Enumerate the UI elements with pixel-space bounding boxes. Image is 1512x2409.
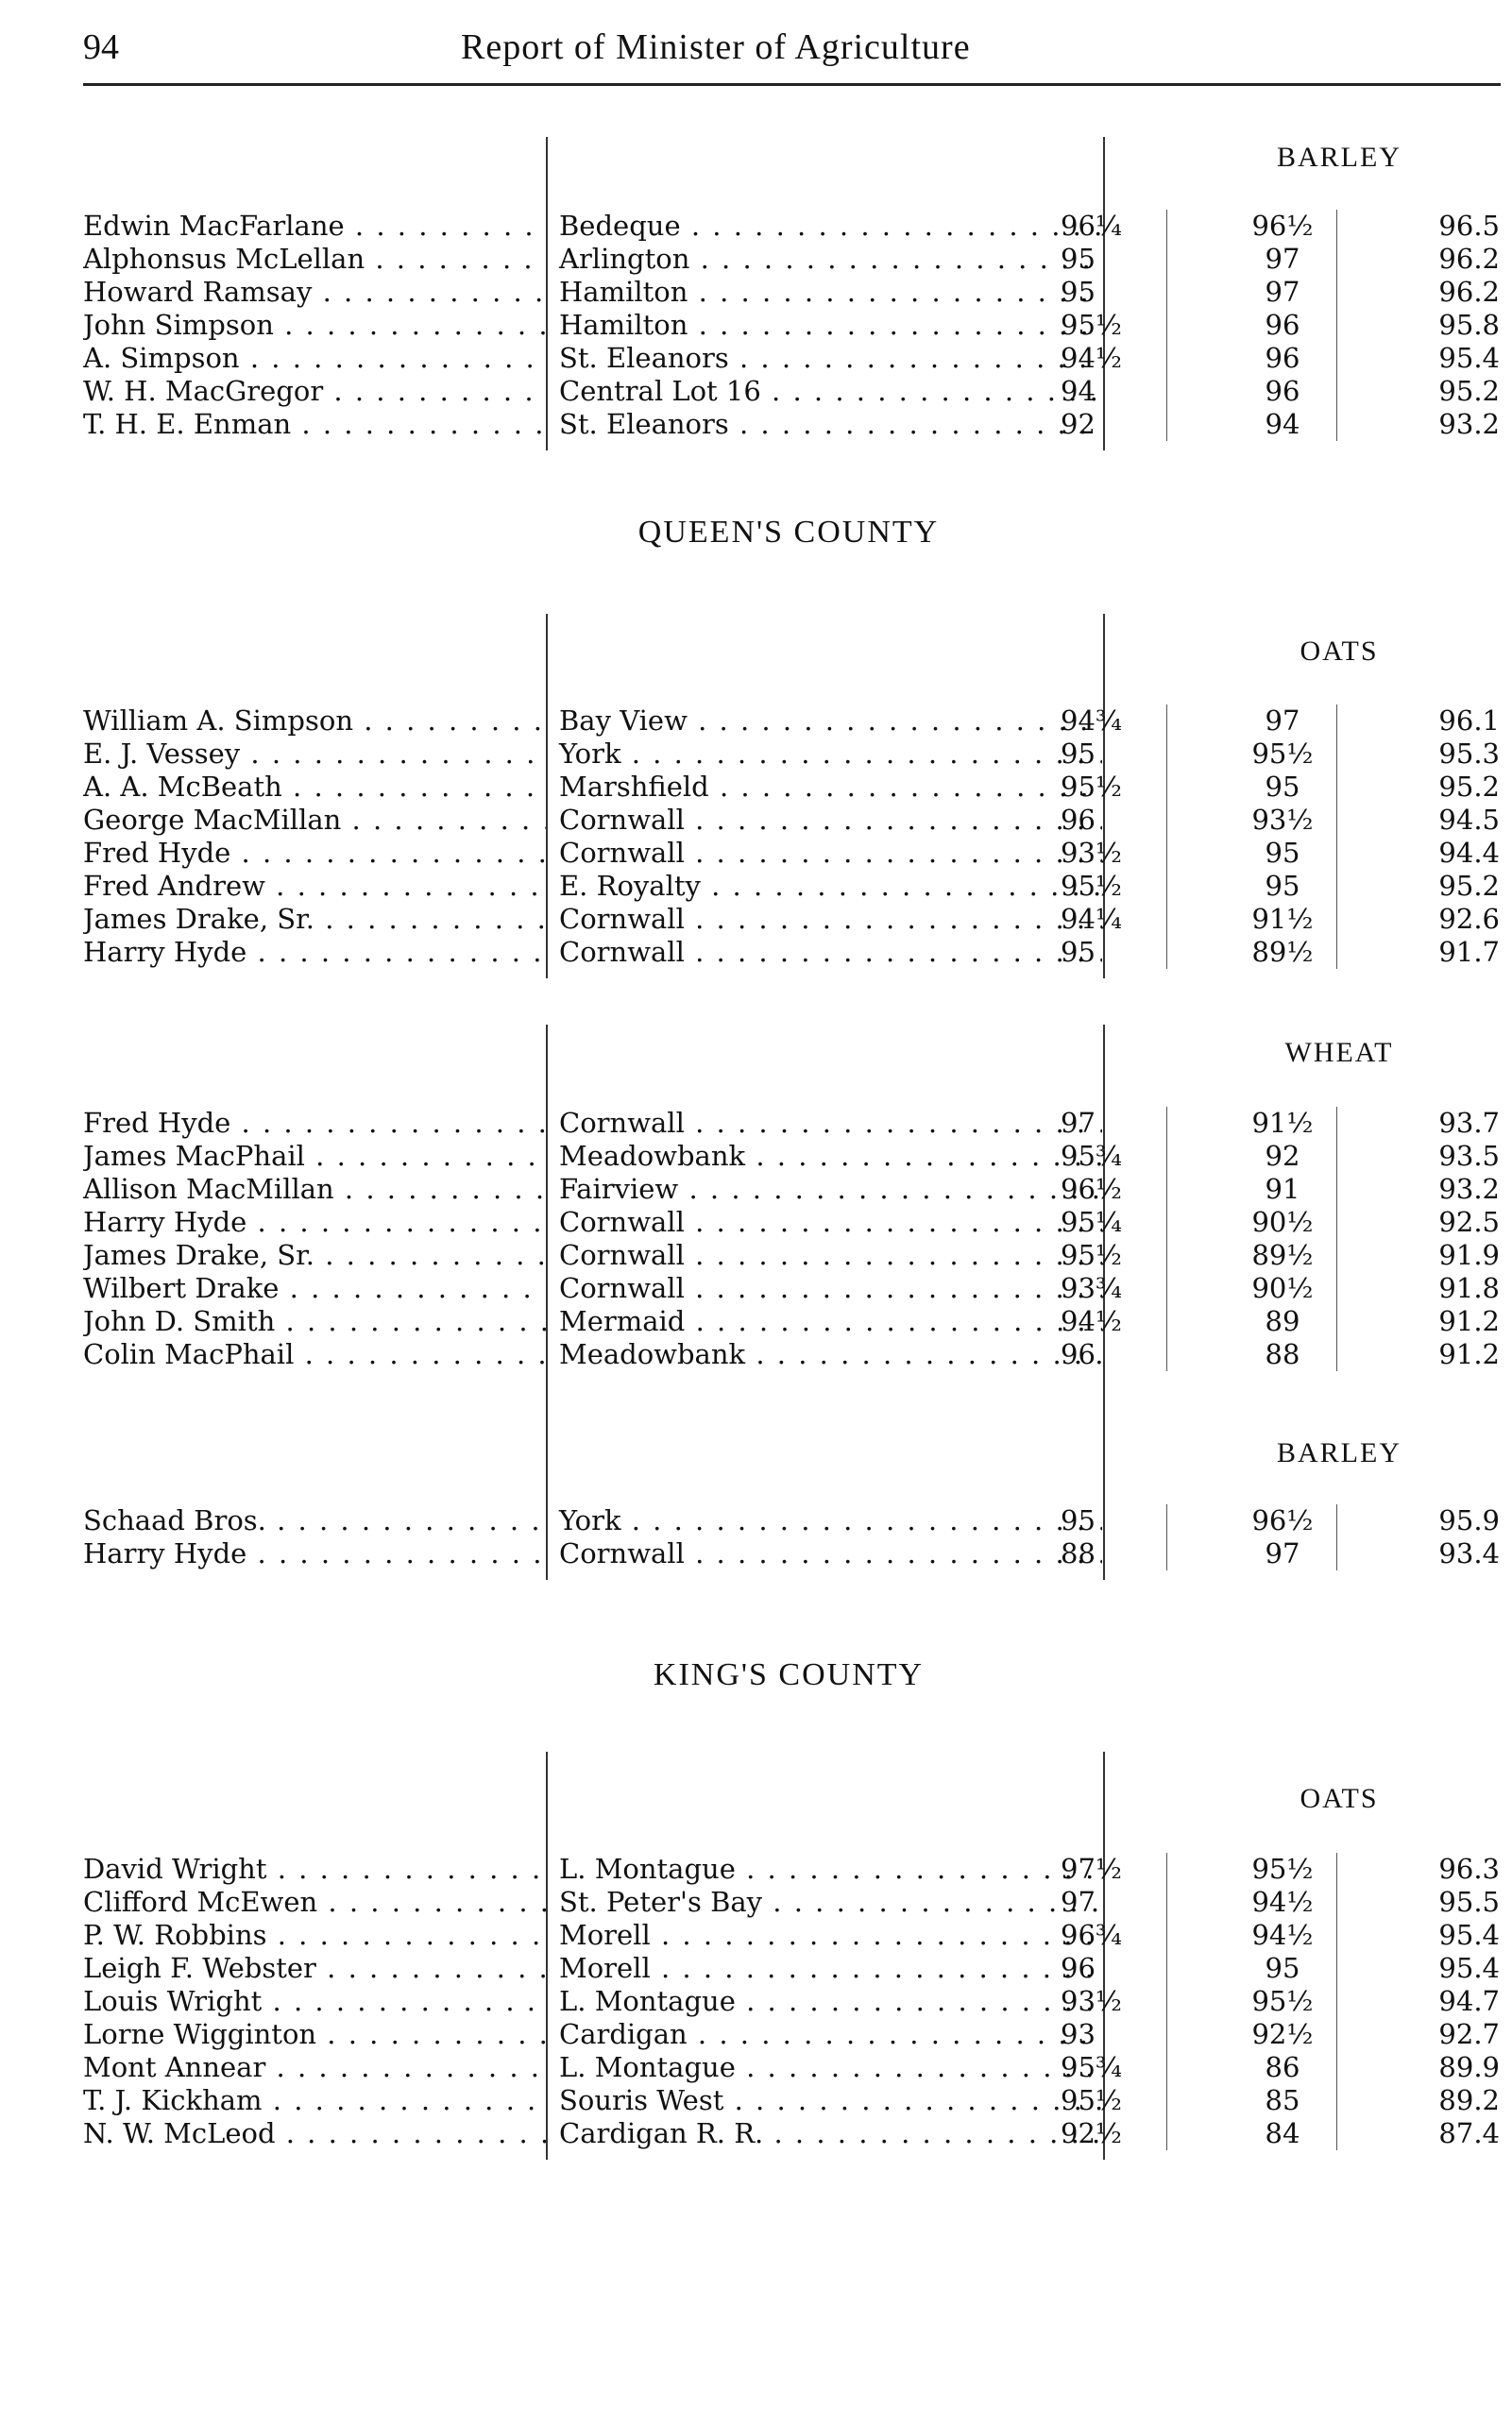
score-average: 96.2 — [1438, 276, 1500, 308]
grower-name — [83, 1853, 546, 1886]
locality-text: Cornwall — [559, 1272, 685, 1304]
score-1: 95¾ — [1061, 1140, 1123, 1172]
locality — [555, 704, 1102, 738]
grower-name-text: E. J. Vessey — [83, 738, 241, 770]
table-row — [83, 1206, 1509, 1239]
score-2: 89½ — [1251, 1239, 1314, 1271]
score-1: 95½ — [1061, 1239, 1123, 1271]
table-row — [83, 1305, 1509, 1338]
grower-name — [83, 738, 546, 771]
locality-text: L. Montague — [559, 1985, 736, 2017]
locality-text: Cornwall — [559, 804, 685, 836]
score-2: 94½ — [1251, 1919, 1314, 1951]
score-1: 95 — [1061, 243, 1096, 275]
score-average: 87.4 — [1438, 2117, 1500, 2149]
locality — [555, 1886, 1102, 1919]
crop-table — [83, 614, 1509, 978]
grower-name-text: Fred Hyde — [83, 837, 231, 869]
table-row — [83, 1504, 1509, 1537]
grower-name-text: Edwin MacFarlane — [83, 210, 345, 242]
grower-name — [83, 1272, 546, 1305]
score-2: 91½ — [1251, 1107, 1314, 1139]
grower-name-text: John Simpson — [83, 309, 274, 341]
score-1: 92 — [1061, 408, 1096, 440]
score-1: 94 — [1061, 375, 1096, 407]
score-average: 91.2 — [1438, 1338, 1500, 1370]
table-row — [83, 408, 1509, 441]
score-average: 95.9 — [1438, 1504, 1500, 1536]
locality — [555, 1338, 1102, 1371]
score-1: 97½ — [1061, 1853, 1123, 1885]
score-2: 92 — [1265, 1140, 1300, 1172]
table-row — [83, 309, 1509, 342]
score-1: 96¼ — [1061, 210, 1123, 242]
table-row — [83, 1272, 1509, 1305]
grower-name-text: Louis Wright — [83, 1985, 263, 2017]
grower-name — [83, 2018, 546, 2051]
table-row — [83, 243, 1509, 276]
score-1: 93½ — [1061, 837, 1123, 869]
table-row — [83, 1140, 1509, 1173]
score-2: 95½ — [1251, 1985, 1314, 2017]
grower-name-text: Fred Andrew — [83, 870, 265, 902]
grower-name — [83, 1206, 546, 1239]
score-1: 96 — [1061, 1338, 1096, 1370]
grower-name-text: T. H. E. Enman — [83, 408, 292, 440]
locality-text: St. Eleanors — [559, 408, 729, 440]
locality-text: York — [559, 1504, 621, 1536]
score-average: 91.8 — [1438, 1272, 1500, 1304]
table-row — [83, 1952, 1509, 1985]
score-average: 89.2 — [1438, 2084, 1500, 2116]
score-average: 92.7 — [1438, 2018, 1500, 2050]
locality — [555, 1140, 1102, 1173]
grower-name — [83, 1952, 546, 1985]
score-average: 96.5 — [1438, 210, 1500, 242]
score-1: 95 — [1061, 738, 1096, 770]
score-1: 96 — [1061, 804, 1096, 836]
header-rule — [83, 83, 1501, 86]
score-1: 97 — [1061, 1107, 1096, 1139]
score-average: 95.5 — [1438, 1886, 1500, 1918]
locality-text: Fairview — [559, 1173, 679, 1205]
grower-name-text: W. H. MacGregor — [83, 375, 324, 407]
table-row — [83, 1239, 1509, 1272]
table-row — [83, 1853, 1509, 1886]
table-row — [83, 1537, 1509, 1570]
locality — [555, 309, 1102, 342]
grower-name-text: Howard Ramsay — [83, 276, 313, 308]
score-2: 95 — [1265, 870, 1300, 902]
grower-name-text: James Drake, Sr. — [83, 1239, 315, 1271]
table-row — [83, 903, 1509, 936]
grower-name-text: George MacMillan — [83, 804, 342, 836]
score-2: 95½ — [1251, 1853, 1314, 1885]
grower-name-text: Clifford McEwen — [83, 1886, 318, 1918]
locality — [555, 1853, 1102, 1886]
score-1: 95½ — [1061, 771, 1123, 803]
grower-name-text: A. Simpson — [83, 342, 240, 374]
grower-name-text: Lorne Wigginton — [83, 2018, 317, 2050]
score-average: 95.2 — [1438, 375, 1500, 407]
score-average: 96.3 — [1438, 1853, 1500, 1885]
locality — [555, 210, 1102, 243]
score-average: 91.7 — [1438, 936, 1500, 968]
locality — [555, 342, 1102, 375]
grower-name — [83, 375, 546, 408]
score-2: 95 — [1265, 771, 1300, 803]
locality — [555, 804, 1102, 837]
grower-name-text: William A. Simpson — [83, 704, 354, 737]
locality — [555, 1107, 1102, 1140]
locality-text: E. Royalty — [559, 870, 701, 902]
locality-text: L. Montague — [559, 2051, 736, 2083]
table-row — [83, 837, 1509, 870]
locality — [555, 1985, 1102, 2018]
score-average: 95.8 — [1438, 309, 1500, 341]
locality — [555, 738, 1102, 771]
locality — [555, 1206, 1102, 1239]
locality-text: Cardigan R. R. — [559, 2117, 764, 2149]
score-1: 95 — [1061, 276, 1096, 308]
score-average: 93.2 — [1438, 408, 1500, 440]
table-row — [83, 210, 1509, 243]
locality — [555, 2051, 1102, 2084]
score-average: 95.4 — [1438, 1919, 1500, 1951]
score-average: 95.3 — [1438, 738, 1500, 770]
table-row — [83, 771, 1509, 804]
locality-text: Marshfield — [559, 771, 709, 803]
grower-name — [83, 1886, 546, 1919]
locality — [555, 375, 1102, 408]
score-1: 93 — [1061, 2018, 1096, 2050]
locality — [555, 837, 1102, 870]
grower-name-text: T. J. Kickham — [83, 2084, 263, 2116]
score-1: 94¼ — [1061, 903, 1123, 935]
grower-name — [83, 804, 546, 837]
score-2: 90½ — [1251, 1206, 1314, 1238]
score-2: 92½ — [1251, 2018, 1314, 2050]
grower-name — [83, 870, 546, 903]
locality — [555, 1919, 1102, 1952]
table-row — [83, 2018, 1509, 2051]
table-row — [83, 342, 1509, 375]
score-1: 94½ — [1061, 342, 1123, 374]
score-2: 95 — [1265, 837, 1300, 869]
locality — [555, 2084, 1102, 2117]
crop-heading: OATS — [1300, 1783, 1379, 1814]
crop-table — [83, 1381, 1509, 1580]
grower-name-text: Schaad Bros. — [83, 1504, 266, 1536]
locality-text: Cornwall — [559, 936, 685, 968]
score-2: 85 — [1265, 2084, 1300, 2116]
score-1: 88 — [1061, 1537, 1096, 1569]
grower-name — [83, 1504, 546, 1537]
locality-text: Meadowbank — [559, 1338, 746, 1370]
grower-name-text: Allison MacMillan — [83, 1173, 334, 1205]
grower-name — [83, 1107, 546, 1140]
table-row — [83, 375, 1509, 408]
locality — [555, 1305, 1102, 1338]
score-1: 95¼ — [1061, 1206, 1123, 1238]
locality — [555, 408, 1102, 441]
score-2: 89½ — [1251, 936, 1314, 968]
score-average: 93.4 — [1438, 1537, 1500, 1569]
score-2: 90½ — [1251, 1272, 1314, 1304]
score-1: 94¾ — [1061, 704, 1123, 737]
score-average: 95.2 — [1438, 870, 1500, 902]
score-1: 95½ — [1061, 309, 1123, 341]
score-1: 96¾ — [1061, 1919, 1123, 1951]
table-row — [83, 1338, 1509, 1371]
score-2: 97 — [1265, 704, 1300, 737]
score-2: 95 — [1265, 1952, 1300, 1984]
crop-heading: OATS — [1300, 636, 1379, 667]
crop-table — [83, 1752, 1509, 2160]
score-average: 92.5 — [1438, 1206, 1500, 1238]
locality-text: L. Montague — [559, 1853, 736, 1885]
grower-name — [83, 1239, 546, 1272]
locality — [555, 2117, 1102, 2150]
score-1: 94½ — [1061, 1305, 1123, 1337]
score-average: 95.2 — [1438, 771, 1500, 803]
locality-text: Cornwall — [559, 1206, 685, 1238]
locality-text: Cornwall — [559, 903, 685, 935]
score-2: 91 — [1265, 1173, 1300, 1205]
locality — [555, 1537, 1102, 1570]
locality — [555, 1173, 1102, 1206]
score-1: 95 — [1061, 1504, 1096, 1536]
crop-heading: WHEAT — [1284, 1037, 1394, 1068]
locality-text: Cardigan — [559, 2018, 688, 2050]
locality — [555, 771, 1102, 804]
locality — [555, 2018, 1102, 2051]
locality — [555, 870, 1102, 903]
grower-name-text: A. A. McBeath — [83, 771, 282, 803]
table-row — [83, 1107, 1509, 1140]
score-1: 97 — [1061, 1886, 1096, 1918]
table-row — [83, 704, 1509, 738]
score-2: 84 — [1265, 2117, 1300, 2149]
grower-name-text: P. W. Robbins — [83, 1919, 267, 1951]
table-row — [83, 1886, 1509, 1919]
score-1: 95¾ — [1061, 2051, 1123, 2083]
table-row — [83, 2051, 1509, 2084]
grower-name-text: John D. Smith — [83, 1305, 276, 1337]
grower-name — [83, 2084, 546, 2117]
score-average: 92.6 — [1438, 903, 1500, 935]
grower-name-text: Harry Hyde — [83, 936, 247, 968]
grower-name — [83, 936, 546, 969]
locality-text: Cornwall — [559, 1239, 685, 1271]
grower-name-text: Leigh F. Webster — [83, 1952, 316, 1984]
table-row — [83, 1173, 1509, 1206]
grower-name-text: Harry Hyde — [83, 1537, 247, 1569]
grower-name — [83, 2051, 546, 2084]
crop-heading: BARLEY — [1277, 142, 1402, 173]
score-average: 93.5 — [1438, 1140, 1500, 1172]
grower-name — [83, 1305, 546, 1338]
score-average: 89.9 — [1438, 2051, 1500, 2083]
score-2: 93½ — [1251, 804, 1314, 836]
score-2: 96½ — [1251, 1504, 1314, 1536]
county-title: QUEEN'S COUNTY — [637, 515, 940, 550]
score-average: 96.1 — [1438, 704, 1500, 737]
score-2: 96½ — [1251, 210, 1314, 242]
score-1: 93½ — [1061, 1985, 1123, 2017]
score-1: 96½ — [1061, 1173, 1123, 1205]
score-2: 86 — [1265, 2051, 1300, 2083]
score-1: 95 — [1061, 936, 1096, 968]
locality-text: Bay View — [559, 704, 688, 737]
score-2: 96 — [1265, 342, 1300, 374]
grower-name — [83, 1537, 546, 1570]
score-average: 93.7 — [1438, 1107, 1500, 1139]
grower-name-text: James MacPhail — [83, 1140, 305, 1172]
table-row — [83, 276, 1509, 309]
score-2: 94½ — [1251, 1886, 1314, 1918]
grower-name — [83, 771, 546, 804]
grower-name — [83, 1985, 546, 2018]
score-2: 89 — [1265, 1305, 1300, 1337]
locality-text: Arlington — [559, 243, 690, 275]
grower-name-text: N. W. McLeod — [83, 2117, 276, 2149]
locality-text: St. Eleanors — [559, 342, 729, 374]
score-2: 96 — [1265, 309, 1300, 341]
table-row — [83, 1919, 1509, 1952]
locality — [555, 1952, 1102, 1985]
score-1: 93¾ — [1061, 1272, 1123, 1304]
locality-text: Cornwall — [559, 837, 685, 869]
locality-text: Meadowbank — [559, 1140, 746, 1172]
table-row — [83, 738, 1509, 771]
score-average: 93.2 — [1438, 1173, 1500, 1205]
score-average: 96.2 — [1438, 243, 1500, 275]
grower-name — [83, 1338, 546, 1371]
score-2: 96 — [1265, 375, 1300, 407]
locality — [555, 276, 1102, 309]
locality-text: Hamilton — [559, 309, 688, 341]
grower-name — [83, 243, 546, 276]
score-2: 94 — [1265, 408, 1300, 440]
score-2: 95½ — [1251, 738, 1314, 770]
grower-name-text: Harry Hyde — [83, 1206, 247, 1238]
score-1: 96 — [1061, 1952, 1096, 1984]
score-average: 94.4 — [1438, 837, 1500, 869]
running-title: Report of Minister of Agriculture — [461, 27, 971, 67]
score-average: 95.4 — [1438, 1952, 1500, 1984]
grower-name-text: Fred Hyde — [83, 1107, 231, 1139]
grower-name — [83, 704, 546, 738]
grower-name — [83, 2117, 546, 2150]
score-2: 97 — [1265, 1537, 1300, 1569]
grower-name — [83, 309, 546, 342]
locality-text: Central Lot 16 — [559, 375, 761, 407]
grower-name-text: David Wright — [83, 1853, 267, 1885]
locality-text: Cornwall — [559, 1107, 685, 1139]
locality-text: Souris West — [559, 2084, 724, 2116]
locality-text: Mermaid — [559, 1305, 686, 1337]
grower-name-text: Colin MacPhail — [83, 1338, 295, 1370]
table-row — [83, 1985, 1509, 2018]
grower-name — [83, 210, 546, 243]
locality-text: Morell — [559, 1952, 651, 1984]
score-2: 97 — [1265, 243, 1300, 275]
grower-name — [83, 342, 546, 375]
score-2: 91½ — [1251, 903, 1314, 935]
table-row — [83, 870, 1509, 903]
locality-text: York — [559, 738, 621, 770]
grower-name — [83, 1919, 546, 1952]
score-2: 88 — [1265, 1338, 1300, 1370]
crop-heading: BARLEY — [1277, 1437, 1402, 1468]
grower-name-text: Wilbert Drake — [83, 1272, 280, 1304]
score-1: 92½ — [1061, 2117, 1123, 2149]
grower-name-text: Alphonsus McLellan — [83, 243, 365, 275]
locality — [555, 1272, 1102, 1305]
grower-name — [83, 408, 546, 441]
crop-table — [83, 1025, 1509, 1381]
locality-text: Cornwall — [559, 1537, 685, 1569]
grower-name — [83, 1140, 546, 1173]
grower-name-text: James Drake, Sr. — [83, 903, 315, 935]
grower-name — [83, 276, 546, 309]
locality-text: Morell — [559, 1919, 651, 1951]
locality-text: St. Peter's Bay — [559, 1886, 763, 1918]
score-average: 94.5 — [1438, 804, 1500, 836]
grower-name-text: Mont Annear — [83, 2051, 266, 2083]
score-average: 94.7 — [1438, 1985, 1500, 2017]
grower-name — [83, 837, 546, 870]
locality — [555, 1239, 1102, 1272]
crop-table — [83, 137, 1509, 450]
page-header — [83, 26, 1512, 83]
score-average: 95.4 — [1438, 342, 1500, 374]
table-row — [83, 804, 1509, 837]
table-row — [83, 936, 1509, 969]
grower-name — [83, 1173, 546, 1206]
page-number: 94 — [83, 27, 119, 67]
score-average: 91.2 — [1438, 1305, 1500, 1337]
score-average: 91.9 — [1438, 1239, 1500, 1271]
score-2: 97 — [1265, 276, 1300, 308]
locality — [555, 1504, 1102, 1537]
locality-text: Hamilton — [559, 276, 688, 308]
locality — [555, 243, 1102, 276]
score-1: 95½ — [1061, 2084, 1123, 2116]
grower-name — [83, 903, 546, 936]
score-1: 95½ — [1061, 870, 1123, 902]
locality-text: Bedeque — [559, 210, 681, 242]
locality — [555, 936, 1102, 969]
table-row — [83, 2117, 1509, 2150]
locality — [555, 903, 1102, 936]
table-row — [83, 2084, 1509, 2117]
county-title: KING'S COUNTY — [653, 1657, 925, 1692]
